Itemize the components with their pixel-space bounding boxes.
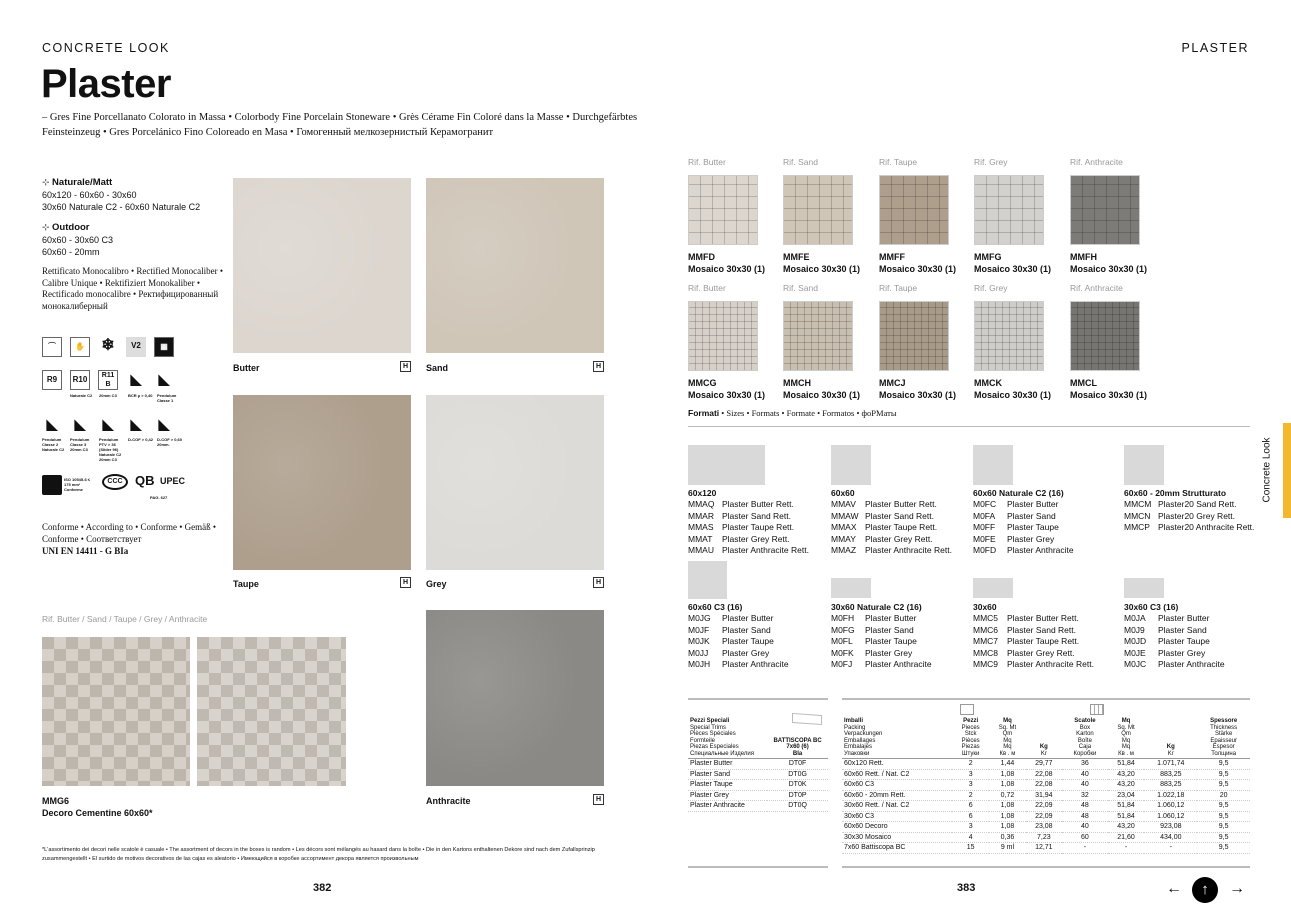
format-title: 60x120 [688,488,717,498]
cert-caption: PAG. 627 [150,495,168,500]
format-item: MMCP Plaster20 Anthracite Rett. [1124,522,1255,533]
mosaic-swatch [783,301,853,371]
icons-row-3 [42,415,182,435]
format-item: MMC5 Plaster Butter Rett. [973,613,1079,624]
format-item: MMAZ Plaster Anthracite Rett. [831,545,952,556]
mosaic-rif: Rif. Sand [783,157,818,167]
next-page-button[interactable]: → [1229,880,1245,897]
divider [688,698,828,700]
table-row: 60x60 Rett. / Nat. C2 3 1,08 22,08 40 43,20 883,25 9,5 [842,769,1250,780]
icons-row-2 [42,370,182,390]
piece-box-icon [960,704,974,715]
rectified-note: Rettificato Monocalibro • Rectified Monocaliber • Calibre Unique • Rektifiziert Monokaliber • Rectificado monocalibre • Ректифицированный монокалиберный [42,266,223,311]
table-row: Plaster Grey DT0P [688,790,828,801]
mosaic-item[interactable] [974,157,1052,275]
foot-traffic-icon: ⌒ [42,337,62,357]
format-title: 60x60 C3 (16) [688,602,743,612]
mosaic-item[interactable] [879,283,957,401]
slip-r9-icon: R9 [42,370,62,390]
mosaic-item[interactable] [1070,283,1148,401]
tile-label: Grey [426,579,447,589]
mosaic-swatch [974,301,1044,371]
finish-sizes: 60x60 - 20mm [42,247,100,257]
tile-anthracite[interactable] [426,610,604,786]
icon-caption: D-COF > 0,60 20mm. [157,437,183,447]
format-item: M0JA Plaster Butter [1124,613,1210,624]
footnote: *L'assortimento dei decori nelle scatole è casuale • The assortment of decors in the boxes is random • Les décors sont mélangés au hasard dans la boîte • Die in den Kartons enthaltenen Dekore sind nach dem Zufallsprinzip zusammengestellt • El surtido de motivos decorativos de las cajas es aleatorio • Имеющийся в коробке ассортимент декора является произвольным [42,847,595,862]
icon-caption: Pendulum Classe 3 20mm C3 [70,437,90,452]
table-row: Plaster Taupe DT0K [688,780,828,791]
format-item: MMCN Plaster20 Grey Rett. [1124,510,1236,521]
v2-icon: V2 [126,337,146,357]
iso-icon [42,475,62,495]
slope-icon: ◣ [46,416,58,432]
format-item: M0JD Plaster Taupe [1124,636,1210,647]
finish-icon: ⊹ [42,177,53,187]
format-item: M0FJ Plaster Anthracite [831,659,932,670]
finish-sizes: 60x60 - 30x60 C3 [42,235,114,245]
prev-page-button[interactable]: ← [1166,880,1182,897]
mosaic-rif: Rif. Anthracite [1070,283,1123,293]
page-title: Plaster [41,62,171,106]
table-row: 60x120 Rett. 2 1,44 29,77 36 51,84 1.071,74 9,5 [842,759,1250,770]
format-item: M0JF Plaster Sand [688,624,771,635]
tiles-icon: ▦ [154,337,174,357]
format-item: MMAS Plaster Taupe Rett. [688,522,795,533]
format-group [688,488,809,556]
format-item: MMAV Plaster Butter Rett. [831,499,937,510]
format-item: MMAR Plaster Sand Rett. [688,510,791,521]
table-row: Plaster Butter DT0F [688,759,828,770]
format-item: MMCM Plaster20 Sand Rett. [1124,499,1237,510]
table-header: Imballi Packing Verpackungen Emballages Embalajes Упаковки Pezzi Pieces Stck Pièces Piezas Штуки Mq Sq. Mt Qm Mq Mq Кв . м Kg Kr Scatole Box Karton Boîte Caja Коробки Mq Sq. Mt Qm Mq Mq Кв . м Kg Kr Spessore Thickness Stärke Epaisseur Espesor Толщина [842,718,1250,759]
mosaic-rif: Rif. Butter [688,157,726,167]
mosaic-rif: Rif. Grey [974,157,1008,167]
format-group [973,602,1094,670]
mosaic-item[interactable] [783,157,861,275]
h-badge: H [593,577,604,588]
finish-sizes: 30x60 Naturale C2 - 60x60 Naturale C2 [42,202,201,212]
format-title: 30x60 Naturale C2 (16) [831,602,922,612]
format-title: 60x60 [831,488,855,498]
packing-table [842,718,1250,854]
cert-caption: ISO 10545-6 ≤ 175 mm³ Conforme [64,477,90,492]
format-title: 60x60 - 20mm Strutturato [1124,488,1227,498]
mosaic-item[interactable] [688,157,766,275]
table-row: Plaster Sand DT0G [688,769,828,780]
tile-taupe[interactable] [233,395,411,570]
format-swatch [831,445,871,485]
format-item: MMC8 Plaster Grey Rett. [973,647,1075,658]
format-swatch [973,578,1013,598]
tile-label: Butter [233,363,260,373]
format-item: MMC7 Plaster Taupe Rett. [973,636,1080,647]
decor-image[interactable] [197,637,346,786]
slip-r11-icon: R11 B [98,370,118,390]
scroll-top-button[interactable]: ↑ [1192,877,1218,903]
format-item: M0JK Plaster Taupe [688,636,774,647]
divider [688,866,828,868]
table-row: Plaster Anthracite DT0Q [688,801,828,812]
mosaic-code: MMFE Mosaico 30x30 (1) [783,252,861,274]
format-swatch [1124,578,1164,598]
format-swatch [973,445,1013,485]
mosaic-code: MMFF Mosaico 30x30 (1) [879,252,957,274]
format-item: M0JG Plaster Butter [688,613,774,624]
frost-icon: ❄ [101,337,115,354]
mosaic-swatch [1070,301,1140,371]
ccc-logo: CCC [102,474,128,490]
icon-caption: Pendulum Classe 2 Naturale C2 [42,437,65,452]
table-row: 60x60 - 20mm Rett. 2 0,72 31,94 32 23,04 1.022,18 20 [842,790,1250,801]
format-swatch [688,445,765,485]
format-item: M0FA Plaster Sand [973,510,1056,521]
mosaic-swatch [974,175,1044,245]
table-row: 30x30 Mosaico 4 0,36 7,23 60 21,60 434,00 9,5 [842,832,1250,843]
format-item: M0JC Plaster Anthracite [1124,659,1225,670]
tile-label: Sand [426,363,449,373]
mosaic-code: MMCJ Mosaico 30x30 (1) [879,378,957,400]
format-item: MMAX Plaster Taupe Rett. [831,522,938,533]
slope-icon: ◣ [102,416,114,432]
format-group [973,488,1074,556]
mosaic-rif: Rif. Anthracite [1070,157,1123,167]
slope-icon: ◣ [158,371,170,387]
format-item: MMC9 Plaster Anthracite Rett. [973,659,1094,670]
side-tab[interactable] [1283,423,1291,518]
table-header: Pezzi Speciali Special Trims Pièces Spéciales Formteile Piezas Especiales Специальные Изделия BATTISCOPA BC 7x60 (6) BIa [688,718,828,759]
format-item: M0FK Plaster Grey [831,647,913,658]
tile-sand[interactable] [426,178,604,353]
format-item: M0FC Plaster Butter [973,499,1059,510]
mosaic-item[interactable] [974,283,1052,401]
format-group [831,602,932,670]
table-row: 7x60 Battiscopa BC 15 9 ml 12,71 - - - 9,5 [842,843,1250,854]
decor-code: MMG6 [42,796,69,806]
special-trims-table [688,718,828,812]
spec-block [42,176,230,312]
tile-label: Anthracite [426,796,471,806]
h-badge: H [593,794,604,805]
format-item: MMAU Plaster Anthracite Rett. [688,545,809,556]
format-group [688,602,789,670]
mosaic-swatch [783,175,853,245]
format-item: M0FL Plaster Taupe [831,636,917,647]
tile-grey[interactable] [426,395,604,570]
mosaic-item[interactable] [783,283,861,401]
format-group [1124,602,1225,670]
mosaic-swatch [879,175,949,245]
mosaic-rif: Rif. Taupe [879,283,918,293]
slope-icon: ◣ [130,371,142,387]
slope-icon: ◣ [130,416,142,432]
subtitle: – Gres Fine Porcellanato Colorato in Massa • Colorbody Fine Porcelain Stoneware • Grès Cérame Fin Coloré dans la Masse • Durchgefärbtes Feinsteinzeug • Gres Porcelánico Fino Coloreado en Masa • Гомогенный мелкозернистый Керамогранит [42,112,638,138]
format-item: M0FE Plaster Grey [973,533,1055,544]
table-row: 30x60 Rett. / Nat. C2 6 1,08 22,09 48 51,84 1.060,12 9,5 [842,801,1250,812]
format-swatch [688,561,727,599]
mosaic-code: MMCH Mosaico 30x30 (1) [783,378,861,400]
format-swatch [1124,445,1164,485]
format-item: MMAY Plaster Grey Rett. [831,533,933,544]
format-group [1124,488,1254,534]
finish-name: Naturale/Matt [52,177,113,188]
format-item: M0FG Plaster Sand [831,624,914,635]
decor-rif: Rif. Butter / Sand / Taupe / Grey / Anthracite [42,614,208,624]
slope-icon: ◣ [158,416,170,432]
tile-butter[interactable] [233,178,411,353]
upec-logo: UPEC [160,476,186,486]
mosaic-swatch [879,301,949,371]
format-item: M0J9 Plaster Sand [1124,624,1207,635]
icon-caption: BCR µ > 0,40 [128,393,153,398]
section-label-right: PLASTER [1181,41,1249,55]
qb-logo: QB [135,473,155,488]
formati-heading: Formati • Sizes • Formats • Formate • Formatos • фоРМаты [688,408,897,418]
mosaic-code: MMCG Mosaico 30x30 (1) [688,378,766,400]
slip-r10-icon: R10 [70,370,90,390]
icon-caption: Naturale C2 [70,393,93,398]
h-badge: H [593,361,604,372]
mosaic-item[interactable] [1070,157,1148,275]
mosaic-rif: Rif. Sand [783,283,818,293]
finish-name: Outdoor [52,222,90,233]
norm: UNI EN 14411 - G BIa [42,546,129,556]
finish-icon: ⊹ [42,222,53,232]
format-item: M0FD Plaster Anthracite [973,545,1074,556]
mosaic-swatch [688,301,758,371]
finish-sizes: 60x120 - 60x60 - 30x60 [42,190,137,200]
divider [842,698,1250,700]
carton-icon [1090,704,1104,715]
format-item: MMAQ Plaster Butter Rett. [688,499,794,510]
icon-caption: 20mm C3 [99,393,117,398]
mosaic-code: MMFG Mosaico 30x30 (1) [974,252,1052,274]
page-number: 383 [957,882,976,894]
divider [688,426,1250,427]
mosaic-code: MMCL Mosaico 30x30 (1) [1070,378,1148,400]
mosaic-rif: Rif. Grey [974,283,1008,293]
format-item: MMAT Plaster Grey Rett. [688,533,790,544]
tile-label: Taupe [233,579,259,589]
icon-caption: Pendulum PTV > 36 (Slider 96) Naturale C2 20mm C3 [99,437,122,462]
format-swatch [831,578,871,598]
format-item: M0FF Plaster Taupe [973,522,1059,533]
section-label: CONCRETE LOOK [42,41,170,55]
decor-image[interactable] [42,637,190,786]
side-tab-label: Concrete Look [1261,437,1273,503]
format-title: 60x60 Naturale C2 (16) [973,488,1064,498]
icon-caption: Pendulum Classe 1 [157,393,177,403]
conforme-note: Conforme • According to • Conforme • Gemäß • Conforme • Соответствует UNI EN 14411 - G BIa [42,522,217,556]
format-group [831,488,952,556]
slope-icon: ◣ [74,416,86,432]
format-item: M0JH Plaster Anthracite [688,659,789,670]
h-badge: H [400,361,411,372]
mosaic-rif: Rif. Taupe [879,157,918,167]
format-item: M0FH Plaster Butter [831,613,917,624]
mosaic-swatch [688,175,758,245]
icon-caption: D-COF > 0,42 [128,437,154,442]
mosaic-item[interactable] [688,283,766,401]
mosaic-item[interactable] [879,157,957,275]
divider [842,866,1250,868]
mosaic-code: MMFD Mosaico 30x30 (1) [688,252,766,274]
h-badge: H [400,577,411,588]
mosaic-swatch [1070,175,1140,245]
hand-icon: ✋ [70,337,90,357]
table-row: 30x60 C3 6 1,08 22,09 48 51,84 1.060,12 9,5 [842,811,1250,822]
mosaic-code: MMFH Mosaico 30x30 (1) [1070,252,1148,274]
format-title: 30x60 [973,602,997,612]
mosaic-rif: Rif. Butter [688,283,726,293]
icons-row-1 [42,337,182,357]
format-title: 30x60 C3 (16) [1124,602,1179,612]
decor-name: Decoro Cementine 60x60* [42,808,153,818]
format-item: MMAW Plaster Sand Rett. [831,510,934,521]
table-row: 60x60 C3 3 1,08 22,08 40 43,20 883,25 9,5 [842,780,1250,791]
table-row: 60x60 Decoro 3 1,08 23,08 40 43,20 923,08 9,5 [842,822,1250,833]
page-number: 382 [313,882,332,894]
format-item: M0JE Plaster Grey [1124,647,1206,658]
mosaic-code: MMCK Mosaico 30x30 (1) [974,378,1052,400]
format-item: MMC6 Plaster Sand Rett. [973,624,1076,635]
format-item: M0JJ Plaster Grey [688,647,770,658]
